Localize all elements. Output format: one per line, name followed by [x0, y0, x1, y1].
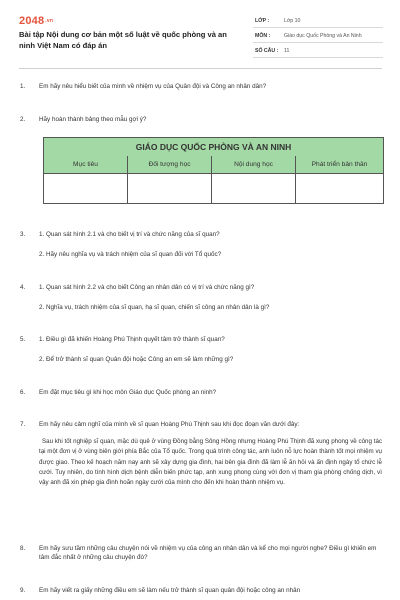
logo-text: 2048 — [19, 15, 45, 27]
meta-key: LỚP : — [255, 18, 270, 24]
table-cell[interactable] — [128, 174, 212, 204]
answer-table — [43, 137, 384, 204]
question-text: 1. Quan sát hình 2.2 và cho biết Công an nhân dân có vị trí và chức năng gì? — [39, 284, 255, 291]
question-text: 1. Điều gì đã khiến Hoàng Phú Thịnh quyết tâm trở thành sĩ quan? — [39, 336, 225, 343]
document-title: Bài tập Nội dung cơ bản một số luật về quốc phòng và an ninh Việt Nam có đáp án — [19, 30, 227, 50]
question-number: 8. — [20, 545, 26, 552]
meta-row-subject — [253, 28, 383, 43]
question-number: 5. — [20, 336, 26, 343]
question-number: 6. — [20, 389, 26, 396]
question-text: Em hãy sưu tầm những câu chuyện nói về nhiệm vụ của công an nhân dân và kể cho mọi người nghe? Điều gì khiến em tâm đắc nhất ở những câu chuyện đó? — [39, 545, 377, 561]
question-text: Em hãy nêu hiểu biết của mình về nhiệm vụ của Quân đội và Công an nhân dân? — [39, 83, 267, 90]
question-number: 7. — [20, 421, 26, 428]
table-title: GIÁO DỤC QUỐC PHÒNG VÀ AN NINH — [44, 138, 383, 157]
reading-passage: Sau khi tốt nghiệp sĩ quan, mặc dù quê ở vùng Đồng bằng Sông Hồng nhưng Hoàng Phú Thịnh đã xung phong về công tác tại một đơn vị ở vùng biên giới phía Bắc của Tổ quốc. Trong quá trình công tác, anh luôn nỗ lực hoàn thành tốt mọi nhiệm vụ được giao. Theo kế hoạch năm nay anh sẽ xây dựng gia đình, hai bên gia đình đã làm lễ ăn hỏi và ấn định ngày tổ chức lễ cưới. Tuy nhiên, do tình hình dịch bệnh diễn biến phức tạp, anh xung phong cùng với đơn vị tham gia phòng chống dịch, vì vậy anh đã xin phép gia đình hoãn ngày cưới của mình cho đến khi hoàn thành nhiệm vụ. — [39, 438, 382, 487]
question-4-sub: 2. Nghĩa vụ, trách nhiệm của sĩ quan, hạ sĩ quan, chiến sĩ công an nhân dân là gì? — [39, 304, 270, 311]
meta-value: 11 — [284, 48, 290, 54]
table-cell[interactable] — [296, 174, 383, 204]
table-column-header: Phát triển bản thân — [296, 156, 383, 174]
question-number: 3. — [20, 231, 26, 238]
question-3-sub: 2. Hãy nêu nghĩa vụ và trách nhiệm của sĩ quan đối với Tổ quốc? — [39, 251, 222, 258]
question-text: Hãy hoàn thành bảng theo mẫu gợi ý? — [39, 116, 147, 123]
header-divider — [19, 68, 382, 69]
meta-key: MÔN : — [255, 33, 271, 39]
meta-value: Lớp 10 — [284, 18, 301, 24]
question-number: 9. — [20, 587, 26, 594]
table-column-header: Đối tượng học — [128, 156, 212, 174]
meta-value: Giáo dục Quốc Phòng và An Ninh — [284, 33, 362, 39]
question-text: Em đặt mục tiêu gì khi học môn Giáo dục Quốc phòng an ninh? — [39, 389, 217, 396]
question-text: Em hãy viết ra giấy những điều em sẽ làm nếu trở thành sĩ quan quân đội hoặc công an nhân — [39, 587, 301, 594]
document-meta — [253, 13, 383, 58]
logo-domain: .vn — [45, 18, 54, 25]
meta-row-grade — [253, 13, 383, 28]
meta-key: SỐ CÂU : — [255, 48, 279, 54]
question-text: 1. Quan sát hình 2.1 và cho biết vị trí và chức năng của sĩ quan? — [39, 231, 220, 238]
question-number: 4. — [20, 284, 26, 291]
site-logo[interactable] — [19, 15, 53, 27]
table-cell[interactable] — [212, 174, 296, 204]
table-column-header: Nội dung học — [212, 156, 296, 174]
table-cell[interactable] — [44, 174, 128, 204]
question-number: 2. — [20, 116, 26, 123]
question-5-sub: 2. Để trở thành sĩ quan Quân đội hoặc Công an em sẽ làm những gì? — [39, 356, 234, 363]
question-number: 1. — [20, 83, 26, 90]
meta-row-count — [253, 43, 383, 58]
question-text: Em hãy nêu cảm nghĩ của mình về sĩ quan Hoàng Phú Thịnh sau khi đọc đoạn văn dưới đây: — [39, 421, 300, 428]
table-column-header: Mục tiêu — [44, 156, 128, 174]
